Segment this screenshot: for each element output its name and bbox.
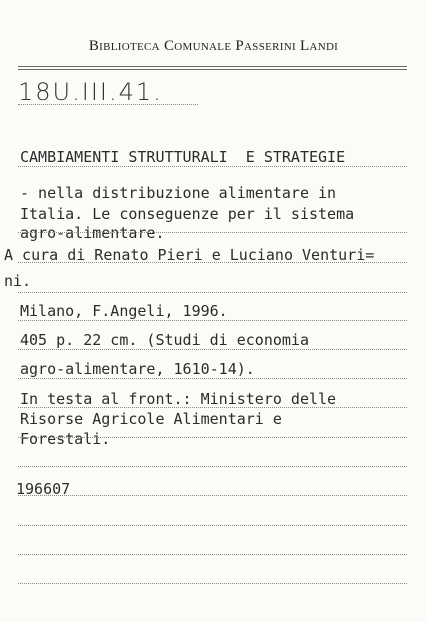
shelfmark-underline — [18, 104, 198, 105]
header-rule-top — [18, 66, 407, 67]
body-line: - nella distribuzione alimentare in — [20, 184, 337, 202]
ruled-line — [18, 437, 407, 438]
ruled-line — [18, 349, 407, 350]
header-rule-bottom — [18, 69, 407, 70]
ruled-line — [18, 320, 407, 321]
ruled-line — [18, 262, 407, 263]
ruled-line — [18, 525, 407, 526]
ruled-line — [18, 554, 407, 555]
ruled-line — [18, 378, 407, 379]
ruled-line — [18, 583, 407, 584]
body-line: agro-alimentare, 1610-14). — [20, 360, 255, 378]
ruled-line — [18, 166, 407, 167]
ruled-line — [18, 495, 407, 496]
acquisition-number: 196607 — [16, 480, 71, 498]
library-header: Biblioteca Comunale Passerini Landi — [88, 38, 339, 54]
ruled-line — [18, 466, 407, 467]
ruled-line — [18, 232, 407, 233]
body-line: Forestali. — [20, 430, 111, 448]
body-line: A cura di Renato Pieri e Luciano Venturi= — [4, 246, 375, 264]
body-line: agro-alimentare. — [20, 224, 165, 242]
body-line: Italia. Le conseguenze per il sistema — [20, 205, 355, 223]
body-line: Milano, F.Angeli, 1996. — [20, 302, 228, 320]
body-line: ni. — [4, 272, 32, 290]
body-line: 405 p. 22 cm. (Studi di economia — [20, 331, 309, 349]
ruled-line — [18, 407, 407, 408]
body-line: Risorse Agricole Alimentari e — [20, 410, 282, 428]
ruled-line — [18, 292, 407, 293]
body-line: In testa al front.: Ministero delle — [20, 390, 337, 408]
title-line: CAMBIAMENTI STRUTTURALI E STRATEGIE — [20, 148, 346, 166]
shelfmark: 18U.III.41. — [18, 78, 163, 106]
